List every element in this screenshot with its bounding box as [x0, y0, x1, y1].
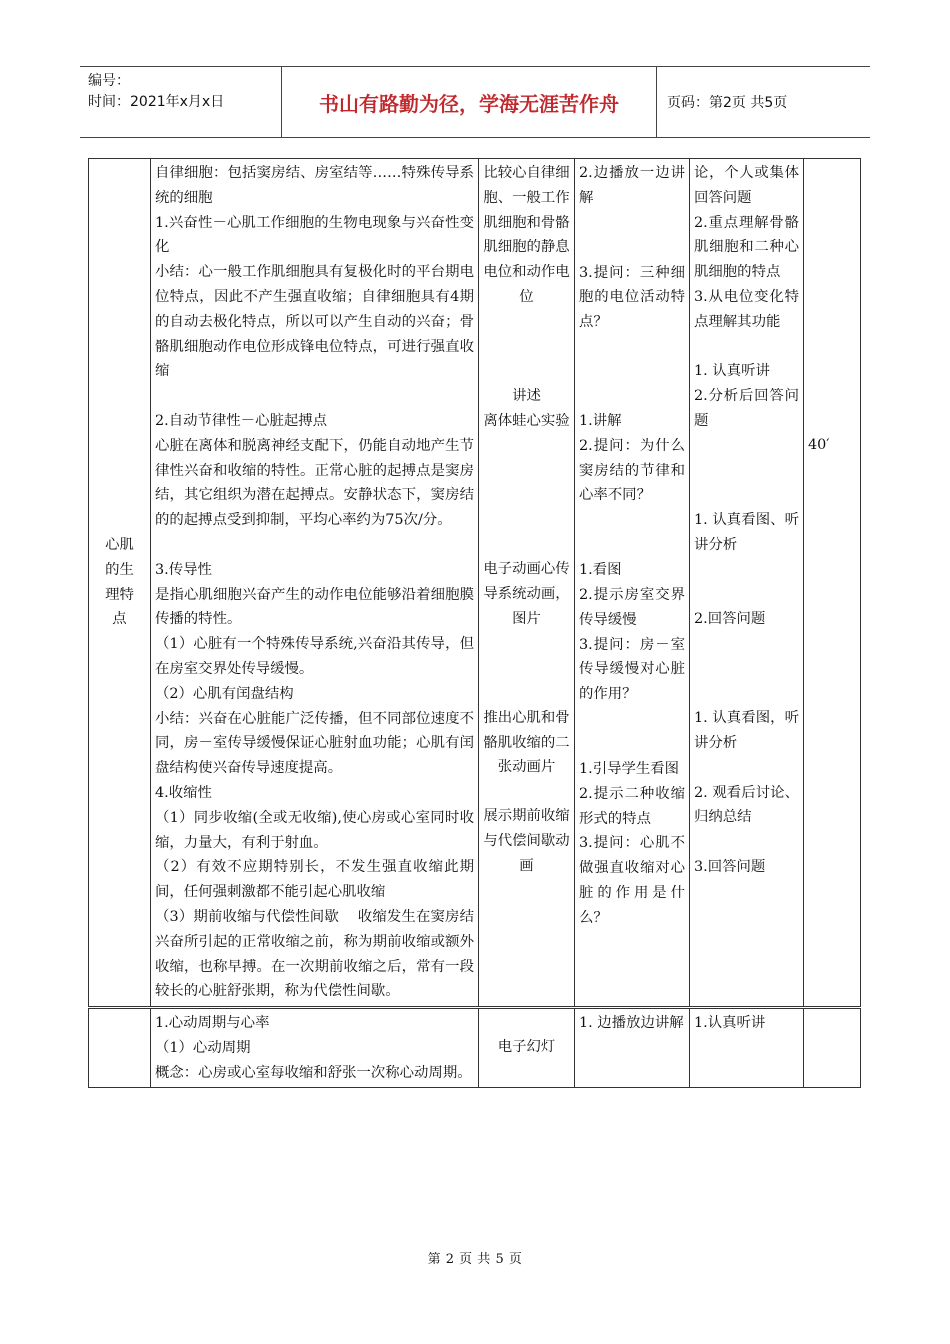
teacher-activity-text: 1.引导学生看图 2.提示二种收缩形式的特点 3.提问：心肌不做强直收缩对心脏的作用是什么？ — [579, 760, 685, 926]
media-text: 比较心自律细胞、一般工作肌细胞和骨骼肌细胞的静息电位和动作电位 — [483, 165, 570, 305]
content-block-conduction-contraction: 3.传导性 是指心肌细胞兴奋产生的动作电位能够沿着细胞膜传播的特性。 （1）心脏有一个特殊传导系统,兴奋沿其传导，但在房室交界处传导缓慢。 （2）心肌有闰盘结构 小结：兴奋在心脏能广泛传播，但不同部位速度不同，房－室传导缓慢保证心脏射血功能；心肌有闰盘结构使兴奋传导速度提高。 4.收缩性 （1）同步收缩(全或无收缩),使心房或心室同时收缩，力量大，有利于射血。 （2）有效不应期特别长，不发生强直收缩此期间，任何强刺激都不能引起心肌收缩 （3）期前收缩与代偿性间歇 收缩发生在窦房结兴奋所引起的正常收缩之前，称为期前收缩或额外收缩，也称早搏。在一次期前收缩之后，常有一段较长的心脏舒张期，称为代偿性间歇。 — [155, 561, 474, 1000]
content-cell — [151, 159, 479, 1008]
teacher-activity-text: 1.讲解 2.提问：为什么窦房结的节律和心率不同？ — [579, 412, 685, 504]
media-cell — [479, 1008, 575, 1088]
media-text: 展示期前收缩与代偿间歇动画 — [483, 808, 570, 874]
time-cell — [804, 159, 861, 1008]
page-footer: 第 2 页 共 5 页 — [427, 1252, 523, 1267]
header-page-info: 页码：第2页 共5页 — [667, 95, 788, 111]
student-activity-text: 1. 认真听讲 2.分析后回答问题 — [694, 363, 799, 429]
document-time-label: 时间：2021年x月x日 — [88, 94, 225, 110]
content-block-excitability: 自律细胞：包括窦房结、房室结等……特殊传导系统的细胞 1.兴奋性－心肌工作细胞的生物电现象与兴奋性变化 小结：心一般工作肌细胞具有复极化时的平台期电位特点，因此不产生强直收缩；自律细胞具有4期的自动去极化特点，所以可以产生自动的兴奋；骨骼肌细胞动作电位形成锋电位特点，可进行强直收缩 — [155, 165, 474, 380]
teacher-activity-text: 1.看图 2.提示房室交界传导缓慢 3.提问：房－室传导缓慢对心脏的作用？ — [579, 562, 685, 703]
media-text: 电子幻灯 — [497, 1039, 556, 1056]
content-block-rhythmicity: 2.自动节律性－心脏起搏点 心脏在离体和脱离神经支配下，仍能自动地产生节律性兴奋和收缩的特性。正常心脏的起搏点是窦房结，其它组织为潜在起搏点。安静状态下，窦房结的的起搏点受到抑制，平均心率约为75次/分。 — [155, 412, 474, 529]
teacher-activity-text: 2.边播放一边讲解 — [579, 165, 685, 206]
student-activity-text: 2.回答问题 — [694, 611, 766, 628]
student-activity-text: 2. 观看后讨论、归纳总结 — [694, 784, 799, 826]
topic-label: 心肌 的生 理特 点 — [105, 536, 134, 628]
document-number-label: 编号： — [88, 73, 130, 89]
table-row — [89, 1008, 861, 1088]
teacher-activity-cell — [575, 159, 690, 1008]
teacher-activity-cell — [575, 1008, 690, 1088]
topic-cell — [89, 159, 151, 1008]
content-block-cardiac-cycle: 1.心动周期与心率 （1）心动周期 概念：心房或心室每收缩和舒张一次称心动周期。 — [155, 1015, 472, 1081]
media-text: 电子动画心传导系统动画，图片 — [483, 561, 570, 627]
media-text: 推出心肌和骨骼肌收缩的二张动画片 — [483, 709, 570, 776]
time-allocation: 40′ — [808, 437, 830, 453]
student-activity-cell — [690, 159, 804, 1008]
student-activity-text: 论，个人或集体回答问题 2.重点理解骨骼肌细胞和二种心肌细胞的特点 3.从电位变化特点理解其功能 — [694, 165, 799, 330]
header-motto: 书山有路勤为径，学海无涯苦作舟 — [282, 67, 657, 137]
teacher-activity-text: 1. 边播放边讲解 — [579, 1015, 684, 1032]
student-activity-text: 3.回答问题 — [694, 858, 766, 875]
student-activity-text: 1.认真听讲 — [694, 1015, 766, 1032]
page-header — [80, 66, 870, 138]
time-cell — [804, 1008, 861, 1088]
teacher-activity-text: 3.提问：三种细胞的电位活动特点？ — [579, 264, 685, 331]
media-text: 讲述 离体蛙心实验 — [483, 387, 570, 429]
lesson-plan-table — [88, 158, 861, 1088]
topic-cell — [89, 1008, 151, 1088]
header-meta — [80, 67, 282, 137]
media-cell — [479, 159, 575, 1008]
content-cell — [151, 1008, 479, 1088]
student-activity-text: 1. 认真看图，听讲分析 — [694, 710, 799, 751]
table-row — [89, 159, 861, 1008]
student-activity-text: 1. 认真看图、听讲分析 — [694, 511, 799, 553]
student-activity-cell — [690, 1008, 804, 1088]
